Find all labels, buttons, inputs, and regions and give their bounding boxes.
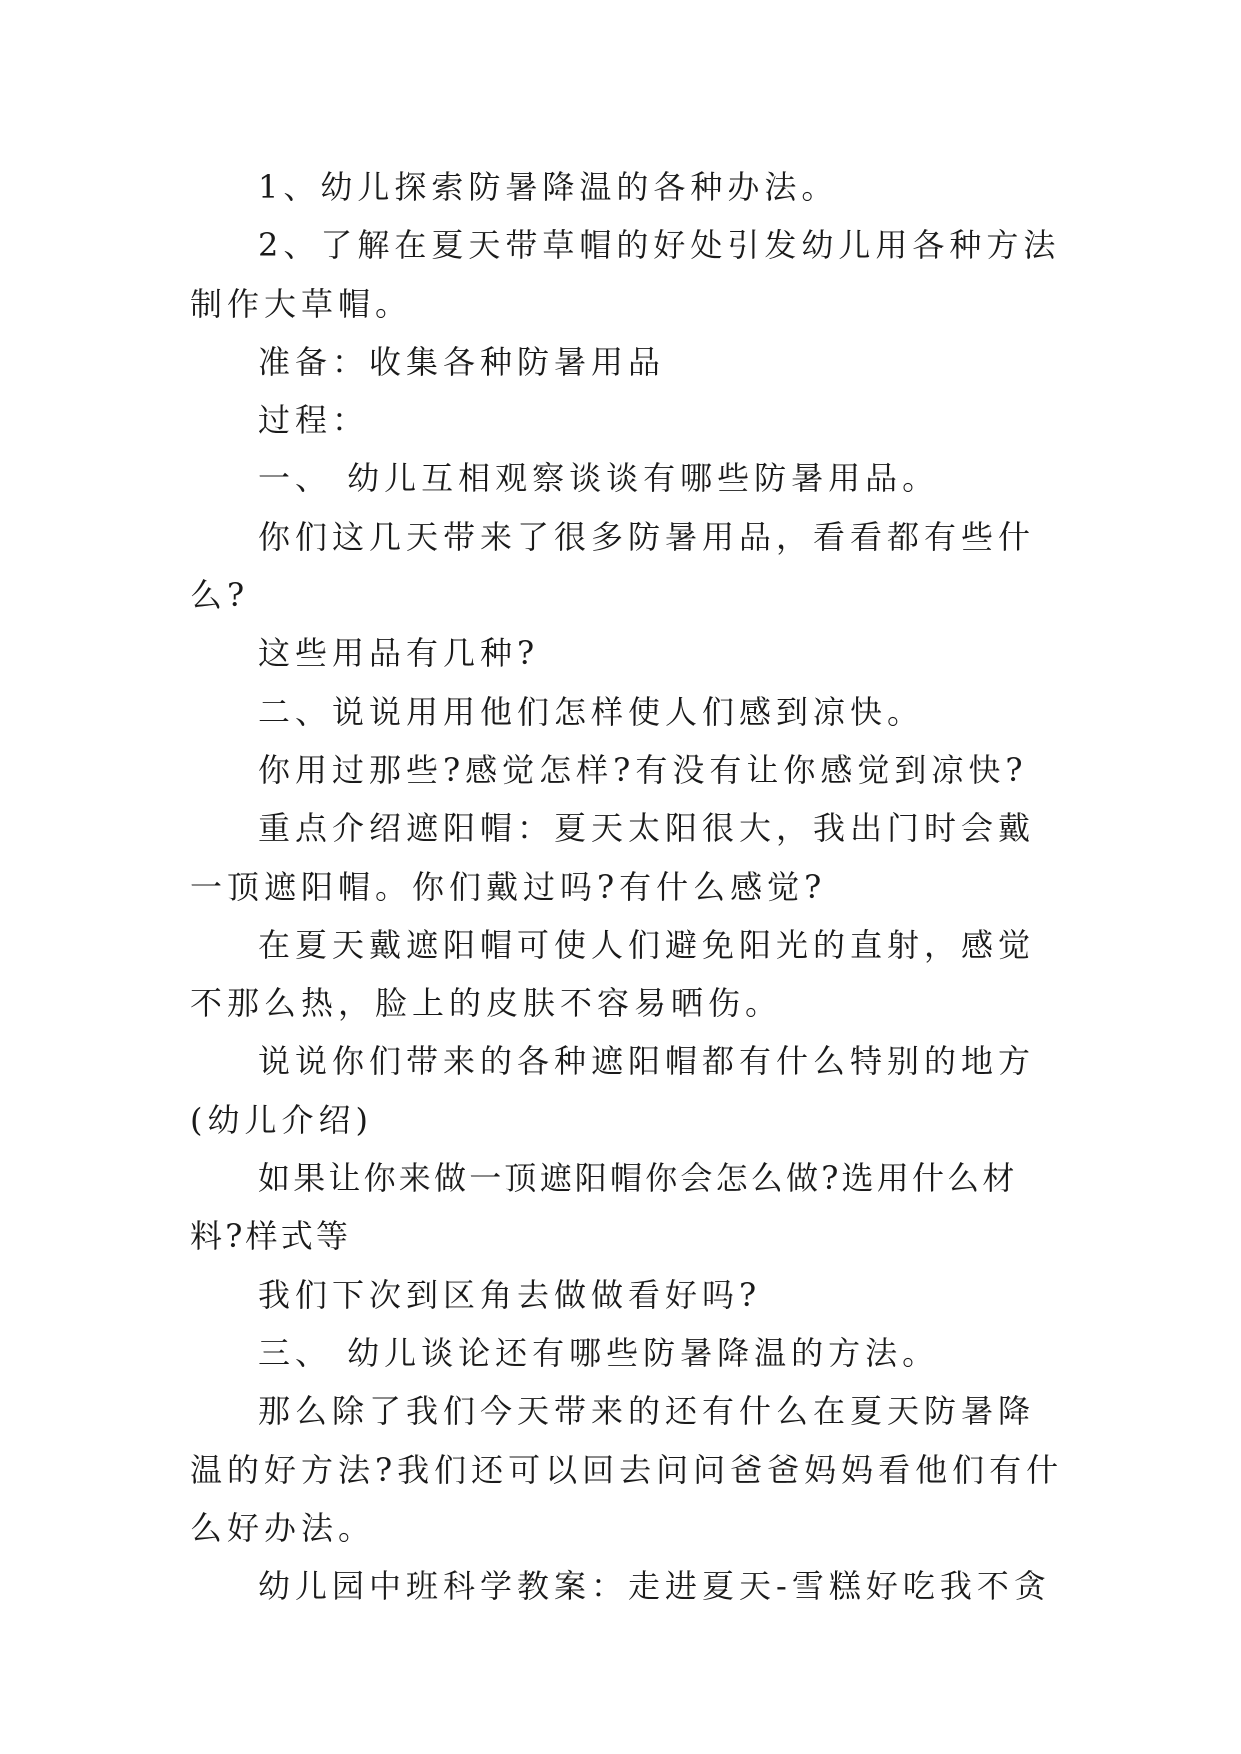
paragraph-make-hat: 如果让你来做一顶遮阳帽你会怎么做?选用什么材料?样式等 bbox=[190, 1159, 1018, 1256]
paragraph-next-lesson-title: 幼儿园中班科学教案：走进夏天-雪糕好吃我不贪 bbox=[258, 1567, 1051, 1606]
paragraph-question-items: 你们这几天带来了很多防暑用品，看看都有些什么? bbox=[190, 517, 1036, 615]
paragraph-goal-1: 1、幼儿探索防暑降温的各种办法。 bbox=[258, 168, 839, 206]
document-body bbox=[190, 158, 1070, 1615]
paragraph-other-methods: 那么除了我们今天带来的还有什么在夏天防暑降温的好方法?我们还可以回去问问爸爸妈妈看他们有什么好办法。 bbox=[190, 1392, 1064, 1547]
paragraph-preparation: 准备：收集各种防暑用品 bbox=[258, 342, 666, 381]
paragraph-question-feeling: 你用过那些?感觉怎样?有没有让你感觉到凉快? bbox=[258, 750, 1028, 789]
paragraph-next-time: 我们下次到区角去做做看好吗? bbox=[258, 1275, 762, 1314]
paragraph-question-kinds: 这些用品有几种? bbox=[258, 634, 540, 673]
paragraph-sunhat-features: 说说你们带来的各种遮阳帽都有什么特别的地方(幼儿介绍) bbox=[190, 1042, 1036, 1139]
paragraph-step-1: 一、 幼儿互相观察谈谈有哪些防暑用品。 bbox=[258, 459, 940, 498]
paragraph-step-3: 三、 幼儿谈论还有哪些防暑降温的方法。 bbox=[258, 1333, 940, 1372]
paragraph-goal-2: 2、了解在夏天带草帽的好处引发幼儿用各种方法制作大草帽。 bbox=[190, 226, 1061, 323]
paragraph-process-heading: 过程： bbox=[258, 401, 370, 440]
paragraph-sunhat-benefit: 在夏天戴遮阳帽可使人们避免阳光的直射，感觉不那么热，脸上的皮肤不容易晒伤。 bbox=[190, 925, 1036, 1023]
paragraph-step-2: 二、说说用用他们怎样使人们感到凉快。 bbox=[258, 692, 925, 731]
paragraph-sunhat-intro: 重点介绍遮阳帽：夏天太阳很大，我出门时会戴一顶遮阳帽。你们戴过吗?有什么感觉? bbox=[190, 809, 1036, 906]
